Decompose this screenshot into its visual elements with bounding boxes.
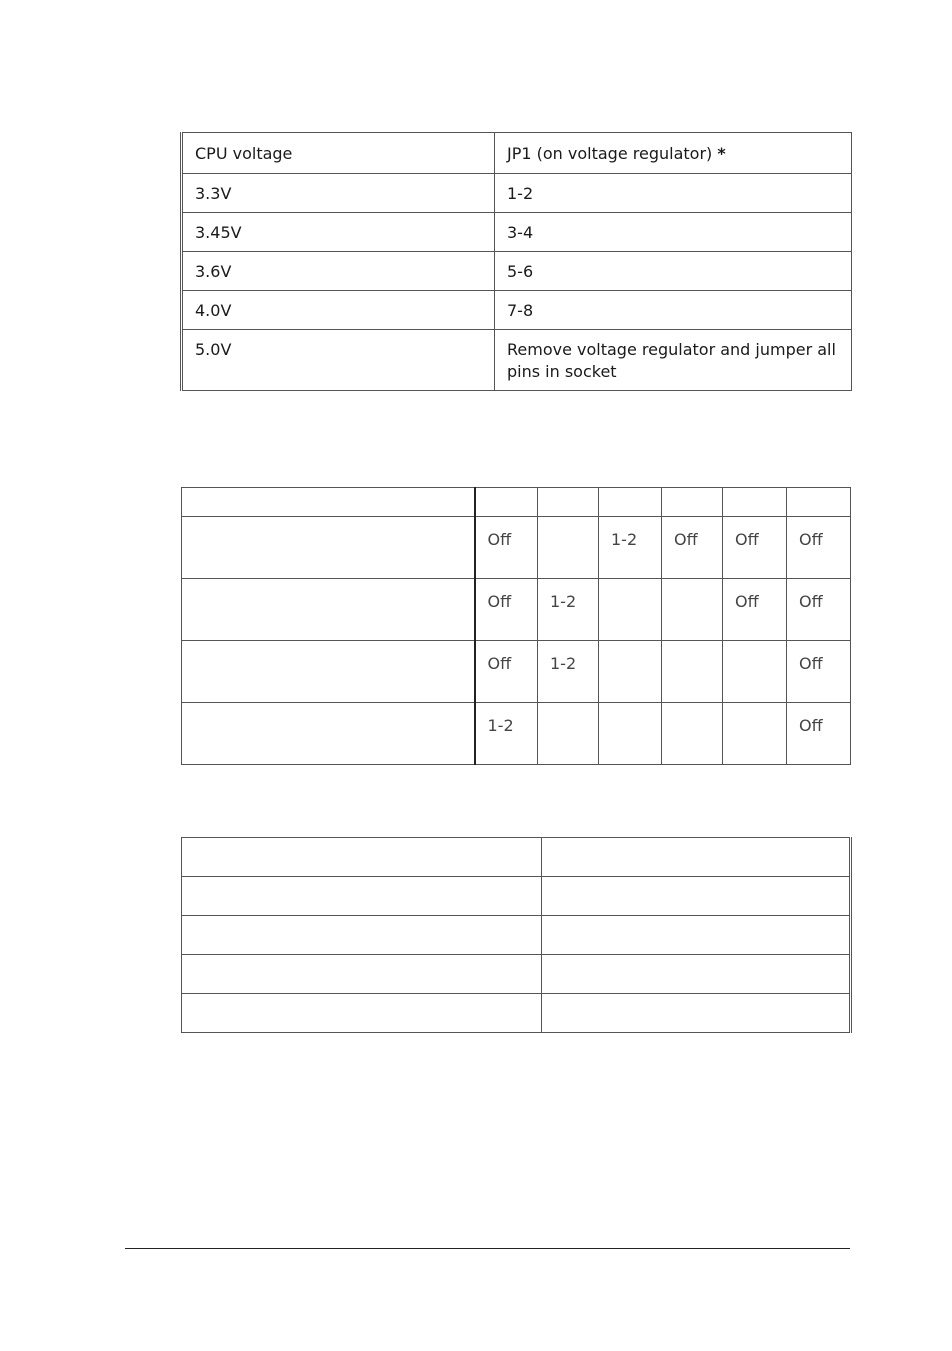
table-row (182, 291, 852, 330)
voltage-cell: 3.3V (182, 174, 495, 213)
table-row (182, 955, 851, 994)
jumper-cell: Off (787, 517, 851, 579)
jumper-cell: Off (787, 641, 851, 703)
header-cpu-voltage: CPU voltage (182, 133, 495, 174)
jumper-cell (662, 641, 723, 703)
jumper-cell (538, 517, 599, 579)
jumper-cell (599, 703, 662, 765)
jumper-cell: 7-8 (495, 291, 852, 330)
voltage-cell: 5.0V (182, 330, 495, 391)
table-cell (542, 955, 851, 994)
table-row (182, 252, 852, 291)
header-cell (538, 488, 599, 517)
jumper-cell: 1-2 (538, 641, 599, 703)
jumper-cell (599, 641, 662, 703)
row-label-cell (182, 703, 475, 765)
row-label-cell (182, 579, 475, 641)
jumper-cell: 3-4 (495, 213, 852, 252)
voltage-cell: 4.0V (182, 291, 495, 330)
table-cell (182, 994, 542, 1033)
table-row (182, 330, 852, 391)
table-cell (542, 994, 851, 1033)
table-cell (542, 838, 851, 877)
jumper-cell: Off (723, 517, 787, 579)
jumper-settings-table (181, 487, 851, 765)
jumper-cell (662, 579, 723, 641)
table-cell (182, 916, 542, 955)
jumper-cell: Off (787, 703, 851, 765)
table-row (182, 641, 851, 703)
header-cell (599, 488, 662, 517)
header-cell (182, 488, 475, 517)
table-row (182, 838, 851, 877)
footer-rule (125, 1248, 850, 1249)
table-row (182, 703, 851, 765)
jumper-cell: Remove voltage regulator and jumper all pins in socket (495, 330, 852, 391)
table-row (182, 517, 851, 579)
table-row (182, 213, 852, 252)
header-cell (787, 488, 851, 517)
table-header-row (182, 488, 851, 517)
jumper-cell (538, 703, 599, 765)
table-cell (182, 838, 542, 877)
jumper-cell: Off (475, 579, 538, 641)
table-row (182, 994, 851, 1033)
jumper-cell: Off (723, 579, 787, 641)
jumper-cell: 1-2 (495, 174, 852, 213)
table-row (182, 579, 851, 641)
row-label-cell (182, 641, 475, 703)
header-jp1-text: JP1 (on voltage regulator) * (507, 144, 726, 163)
header-cell (475, 488, 538, 517)
footnote-asterisk: * (717, 144, 726, 163)
jumper-cell: 1-2 (599, 517, 662, 579)
jumper-cell: Off (787, 579, 851, 641)
jumper-cell (662, 703, 723, 765)
voltage-cell: 3.45V (182, 213, 495, 252)
header-cell (662, 488, 723, 517)
table-header-row (182, 133, 852, 174)
empty-grid-table (181, 837, 852, 1033)
table-row (182, 877, 851, 916)
jumper-cell: 1-2 (538, 579, 599, 641)
jumper-cell (723, 641, 787, 703)
jumper-cell: 1-2 (475, 703, 538, 765)
voltage-cell: 3.6V (182, 252, 495, 291)
jumper-cell: Off (662, 517, 723, 579)
table-cell (542, 877, 851, 916)
table-cell (542, 916, 851, 955)
row-label-cell (182, 517, 475, 579)
jumper-cell: Off (475, 641, 538, 703)
table-cell (182, 877, 542, 916)
jumper-cell: 5-6 (495, 252, 852, 291)
cpu-voltage-table (180, 132, 852, 391)
jumper-cell (723, 703, 787, 765)
table-cell (182, 955, 542, 994)
table-row (182, 174, 852, 213)
table-row (182, 916, 851, 955)
header-jp1 (495, 133, 852, 174)
header-cell (723, 488, 787, 517)
jumper-cell: Off (475, 517, 538, 579)
jumper-cell (599, 579, 662, 641)
